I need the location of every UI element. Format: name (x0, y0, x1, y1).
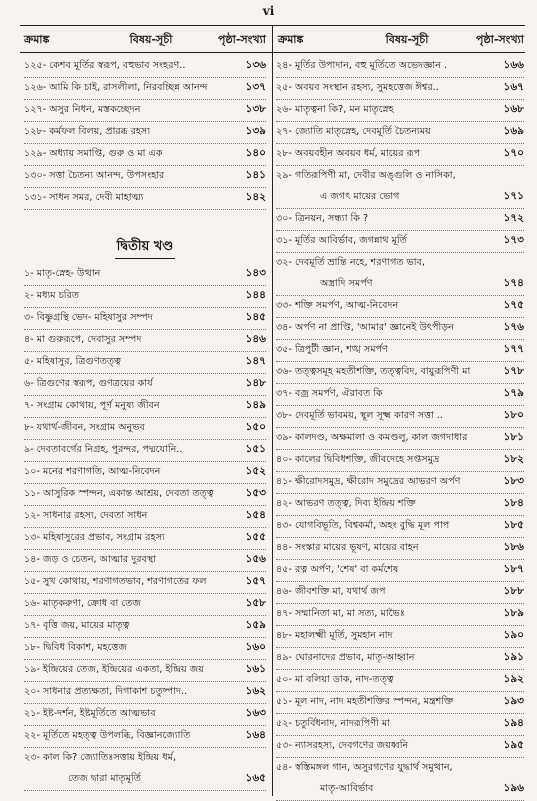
right-entries (276, 56, 524, 801)
index-entry (276, 144, 524, 166)
index-entry (276, 714, 524, 736)
index-entry (276, 538, 524, 560)
entry-title: ১৬- মাতৃকরুণা, ক্রোধ বা তেজ (24, 598, 142, 609)
entry-page: ১৬৭ (503, 81, 524, 93)
entry-title: ৫১- মূল নাদ, নাদ মহতীশক্তির স্পন্দন, মন্ত্রশক্তি (276, 696, 454, 707)
entry-page: ১৭৮ (503, 365, 524, 377)
index-entry (24, 78, 266, 100)
index-entry (276, 362, 524, 384)
entry-title: ৫৪- স্বস্তিমঙ্গল গান, অসুরগণের যুদ্ধার্থ সমুত্থান, (276, 762, 453, 773)
left-column-header (24, 30, 266, 50)
entry-page: ১৪৯ (245, 399, 266, 411)
index-entry (24, 188, 266, 210)
index-entry (24, 528, 266, 550)
entry-page: ১৮২ (503, 453, 524, 465)
entry-page: ১৬৮ (503, 103, 524, 115)
entry-page: ১৮১ (503, 431, 524, 443)
entry-title: তেজ দ্বারা মাতৃমূর্তি (68, 773, 141, 784)
entry-page: ১৫৫ (245, 531, 266, 543)
entry-title: ২৮- অবয়বহীন অবয়ব ধর্ম, মায়ের রূপ (276, 148, 421, 159)
entry-title: ৬- ত্রিগুণের স্বরূপ, গুণত্রয়ের কার্য (24, 378, 153, 389)
entry-title: ১৭- বৃত্তি জয়, মায়ের মাতৃত্ব (24, 620, 130, 631)
entry-title: ৫- মহিষাসুর, ত্রিগুণতত্ত্ব (24, 356, 121, 367)
entry-page: ১৬৯ (503, 125, 524, 137)
index-entry (24, 506, 266, 528)
entry-title: ৩৩- শক্তি সমর্পণ, আত্ম-নিবেদন (276, 300, 399, 311)
entry-title: ৪৯- ঘোরনাদের প্রভাব, মাতৃ-আহ্বান (276, 652, 415, 663)
header-page-right: পৃষ্ঠা-সংখ্যা (476, 32, 524, 46)
entry-title: ১২৮- কর্মফল বিলয়, প্রারব্ধ রহস্য (24, 126, 151, 137)
entry-page: ১৭৩ (503, 234, 524, 246)
entry-page: ১৪৭ (245, 355, 266, 367)
entry-page: ১৭০ (503, 147, 524, 159)
entry-title: ১২- সাধনার রহস্য, দেবতা সাধন (24, 510, 148, 521)
entry-title: ৪৪- সংস্কার মায়ের ভূষণ, মায়ের বাহন (276, 542, 419, 553)
entry-title: ৩৫- ত্রিপুটী জ্ঞান, শঙ্খ সমর্পণ (276, 344, 388, 355)
entry-page: ১৫৬ (245, 553, 266, 565)
entry-page: ১৩৬ (245, 59, 266, 71)
left-column (24, 56, 266, 791)
entry-title: ২২- মূর্তিতে মহত্ত্ব উপলব্ধি, বিজ্ঞানজ্যোতি (24, 730, 191, 741)
index-entry (24, 396, 266, 418)
index-entry (24, 100, 266, 122)
entry-page: ১৮৫ (503, 519, 524, 531)
entry-title: ৯- দেবতাবর্গের নিগ্রহ, পুরন্দর, পদ্মযোনি.. (24, 444, 183, 455)
index-entry (276, 209, 524, 231)
index-entry (24, 352, 266, 374)
index-entry (276, 582, 524, 604)
entry-title: ২- মধ্যম চরিত (24, 290, 80, 301)
index-entry (24, 638, 266, 660)
entry-title: ৩২- দেবমূর্তি ভ্রান্তি নহে, শরণাগত ভাব, (276, 257, 425, 268)
index-entry (276, 604, 524, 626)
entry-page: ১৯৬ (503, 782, 524, 794)
entry-title: ৪৩- যোগবিভূতি, বিশ্বকর্মা, অহং বুদ্ধি মূল পাপ (276, 520, 450, 531)
entry-page: ১৭৬ (503, 321, 524, 333)
entry-title: ৩৭- বজ্র সমর্পণ, ঐরাবত কি (276, 388, 383, 399)
index-entry (24, 166, 266, 188)
index-entry (24, 418, 266, 440)
index-entry (276, 736, 524, 758)
index-entry (276, 648, 524, 670)
index-entry (276, 428, 524, 450)
index-entry (276, 384, 524, 406)
entry-title: ৪২- আভরণ তত্ত্ব, দিব্য ইন্দ্রিয় শক্তি (276, 498, 416, 509)
index-entry (24, 682, 266, 704)
entry-title: ২৫- অবয়ব সংস্থান রহস্য, সুমহত্তেজ ঈশ্বর.. (276, 82, 439, 93)
index-entry (276, 318, 524, 340)
index-entry (24, 286, 266, 308)
index-entry (276, 670, 524, 692)
right-column (276, 56, 524, 801)
index-entry (24, 594, 266, 616)
entry-title: ৪৫- রত্ন অর্পণ, 'শেষ' বা কর্মশেষ (276, 564, 399, 575)
entry-title: ৩০- ত্রিনয়ন, সন্ধ্যা কি ? (276, 213, 369, 224)
entry-page: ১৫৩ (245, 487, 266, 499)
entry-page: ১৩৮ (245, 103, 266, 115)
index-entry (24, 330, 266, 352)
entry-title: ৩৪- অর্পণ না প্রাপ্তি, 'আমার' জ্ঞানেই উৎপীড়ন (276, 322, 454, 333)
index-entry (24, 56, 266, 78)
entry-title: ১৪- জড় ও চেতন, আত্মার দুরবস্থা (24, 554, 156, 565)
index-entry (276, 406, 524, 428)
index-entry (24, 704, 266, 726)
entry-title: ১২৫- কেশব মূর্তির স্বরূপ, বহুভাব সংহরণ.. (24, 60, 186, 71)
right-column-header (278, 30, 524, 50)
entry-page: ১৪৮ (245, 377, 266, 389)
entry-page: ১৭১ (503, 190, 524, 202)
entry-page: ১৯৩ (503, 695, 524, 707)
entry-title: ১৫- সুখ কোথায়, শরণাগতভাব, শরণাগতের ফল (24, 576, 207, 587)
entry-page: ১৪৫ (245, 311, 266, 323)
entry-page: ১৮৬ (503, 541, 524, 553)
entry-title: ১৮- দ্বিবিধ বিকাশ, মহত্তেজ (24, 642, 127, 653)
entry-title: ৪- মা গুরুরূপে, দেবাসুর সম্পদ (24, 334, 142, 345)
entry-title: ১৩০- সত্তা চৈতন্য আনন্দ, উপসংহার (24, 170, 165, 181)
index-entry (276, 187, 524, 209)
entry-page: ১৬০ (245, 641, 266, 653)
header-page: পৃষ্ঠা-সংখ্যা (218, 32, 266, 46)
entry-page: ১৫০ (245, 421, 266, 433)
entry-title: ২৩- কাল কি? জ্যোতিঃসত্তায় ইন্দ্রিয় ধর্ম, (24, 752, 177, 763)
entry-title: ৫০- মা বলিয়া ডাক, নাদ-তত্ত্ব (276, 674, 394, 685)
index-entry (276, 779, 524, 801)
index-entry (276, 253, 524, 274)
index-entry (24, 374, 266, 396)
index-entry (276, 274, 524, 296)
index-entry (276, 78, 524, 100)
entry-page: ১৫৯ (245, 619, 266, 631)
entry-page: ১৭২ (503, 212, 524, 224)
entry-title: ২১- ইষ্ট-দর্শন, ইষ্টমূর্তিতে আত্মভাব (24, 708, 156, 719)
entry-title: অস্ত্রাদি সমর্পণ (320, 278, 373, 289)
entry-page: ১৮৩ (503, 475, 524, 487)
index-entry (24, 572, 266, 594)
entry-page: ১৭৪ (503, 277, 524, 289)
entry-title: ৩৯- কালদণ্ড, অক্ষমালা ও কমণ্ডলু, কাল জগদাধার (276, 432, 468, 443)
index-entry (24, 769, 266, 791)
entry-title: ৫৩- ন্যাসরহস্য, দেবগণের জয়ধ্বনি (276, 740, 409, 751)
entry-title: ২৪- মূর্তির উপাদান, বহু মূর্তিতে অভেদজ্ঞান . (276, 60, 448, 71)
entry-page: ১৭৯ (503, 387, 524, 399)
entry-page: ১৫৭ (245, 575, 266, 587)
entry-title: ৫২- চতুর্বিধনাদ, নাদরূপিণী মা (276, 718, 390, 729)
column-divider (272, 26, 273, 796)
entry-page: ১৬৪ (245, 729, 266, 741)
entry-page: ১৯১ (503, 651, 524, 663)
index-entry (24, 308, 266, 330)
index-entry (24, 264, 266, 286)
entry-page: ১৪০ (245, 147, 266, 159)
left-bottom-entries (24, 264, 266, 791)
entry-title: ১২৭- অসুর নিধন, মস্তকচ্ছেদন (24, 104, 141, 115)
index-entry (24, 440, 266, 462)
index-entry (276, 472, 524, 494)
entry-page: ১৭৫ (503, 299, 524, 311)
entry-title: ৪৬- জীবশক্তি মা, যথার্থ জপ (276, 586, 386, 597)
entry-page: ১৯০ (503, 629, 524, 641)
index-entry (276, 122, 524, 144)
entry-page: ১৮০ (503, 409, 524, 421)
entry-title: ১৩- মহিষাসুরের প্রভাব, সংগ্রাম রহস্য (24, 532, 165, 543)
entry-page: ১৮৪ (503, 497, 524, 509)
left-top-entries (24, 56, 266, 210)
entry-page: ১৪৬ (245, 333, 266, 345)
index-entry (276, 231, 524, 253)
entry-title: ৩- বিষ্ণুগ্রন্থি ভেদ- মহিষাসুর সম্পদ (24, 312, 153, 323)
entry-page: ১৪৪ (245, 289, 266, 301)
entry-page: ১৮৮ (503, 585, 524, 597)
entry-title: ১০- মনের শরণাগতি, আত্ম-নিবেদন (24, 466, 161, 477)
index-entry (276, 296, 524, 318)
entry-page: ১৩৯ (245, 125, 266, 137)
index-entry (276, 100, 524, 122)
entry-page: ১৮৭ (503, 563, 524, 575)
entry-page: ১৪২ (245, 191, 266, 203)
entry-page: ১৪৩ (245, 267, 266, 279)
entry-page: ১৬৫ (245, 772, 266, 784)
entry-page: ১৬৬ (503, 59, 524, 71)
entry-title: ৪৮- মহালক্ষ্মী মূর্তি, সুমহান নাদ (276, 630, 393, 641)
entry-title: ১- মাতৃ-স্নেহ- উত্থান (24, 268, 101, 279)
entry-title: ১৩১- সাধন সমর, দেবী মাহাত্ম্য (24, 192, 144, 203)
header-subject: বিষয়-সূচী (129, 32, 173, 46)
entry-title: ৩৮- দেবমূর্তি ভাবময়, স্থূল সূক্ষ্ম কারণ সত্তা .. (276, 410, 443, 421)
entry-page: ১৯৪ (503, 717, 524, 729)
index-entry (276, 560, 524, 582)
entry-title: ১১- আসুরিক স্পন্দন, একান্ত আশ্রয়, দেবতা তত্ত্ব (24, 488, 214, 499)
entry-title: ৩৬- তত্ত্বসমূহ মহতীশক্তি, তত্ত্ববিদ, বায়ুরূপিণী মা (276, 366, 471, 377)
entry-page: ১৪১ (245, 169, 266, 181)
entry-page: ১৩৭ (245, 81, 266, 93)
entry-title: ১৯- ইন্দ্রিয়ের তেজ, ইন্দ্রিয়ের একতা, ইন্দ্রিয় জয় (24, 664, 204, 675)
index-entry (24, 462, 266, 484)
entry-title: ৪১- ক্ষীরোদসমুদ্র, ক্ষীরোদ সমুদ্রের আভরণ অর্পণ (276, 476, 461, 487)
header-serial: ক্রমাঙ্ক (24, 32, 50, 46)
entry-page: ১৯৫ (503, 739, 524, 751)
index-entry (276, 56, 524, 78)
entry-title: ২০- সাধনার প্রত্যক্ষতা, দিগাকাশ চতুষ্পাদ.. (24, 686, 188, 697)
index-entry (276, 340, 524, 362)
entry-page: ১৫১ (245, 443, 266, 455)
index-entry (276, 494, 524, 516)
index-entry (24, 550, 266, 572)
entry-page: ১৮৯ (503, 607, 524, 619)
index-entry (276, 166, 524, 187)
entry-page: ১৬২ (245, 685, 266, 697)
entry-page: ১৬১ (245, 663, 266, 675)
entry-title: ১২৯- অধ্যায় সমাপ্তি, গুরু ও মা এক (24, 148, 163, 159)
entry-page: ১৫৪ (245, 509, 266, 521)
entry-page: ১৫২ (245, 465, 266, 477)
index-entry (276, 626, 524, 648)
index-entry (24, 748, 266, 769)
index-entry (24, 726, 266, 748)
entry-title: ৪৭- সম্মানিতা মা, মা সত্য, মাভৈঃ (276, 608, 405, 619)
entry-title: ২৯- গতিরূপিণী মা, দেবীর অঙ্গুলি ও নাসিকা, (276, 170, 456, 181)
section-title: দ্বিতীয় খণ্ড (24, 232, 266, 264)
entry-page: ১৬৩ (245, 707, 266, 719)
index-entry (24, 122, 266, 144)
header-serial-right: ক্রমাঙ্ক (278, 32, 304, 46)
index-entry (276, 758, 524, 779)
entry-title: ৭- সংগ্রাম কোথায়, পূর্ণ মনুষ্য জীবন (24, 400, 160, 411)
entry-title: এ জগৎ মায়ের ভোগ (320, 191, 400, 202)
page-number: vi (262, 4, 275, 18)
spacer (24, 210, 266, 232)
entry-title: ২৬- মাতৃত্বনা কি?, মন মাতৃস্নেহ (276, 104, 394, 115)
index-entry (24, 484, 266, 506)
entry-title: ১২৬- আমি কি চাই, রাসলীলা, নিরবচ্ছিন্ন আনন্দ (24, 82, 208, 93)
index-entry (276, 450, 524, 472)
entry-title: ৮- যথার্থ-জীবন, সংগ্রাম অনুভব (24, 422, 145, 433)
entry-page: ১৭৭ (503, 343, 524, 355)
entry-page: ১৫৮ (245, 597, 266, 609)
index-entry (24, 616, 266, 638)
index-entry (276, 692, 524, 714)
entry-title: ২৭- জ্যোতি মাতৃস্নেহ, দেবমূর্তি চৈতন্যময় (276, 126, 431, 137)
entry-title: মাতৃ-আবির্ভাব (320, 783, 374, 794)
entry-page: ১৯২ (503, 673, 524, 685)
header-subject-right: বিষয়-সূচী (385, 32, 429, 46)
index-entry (24, 660, 266, 682)
entry-title: ৩১- মূর্তির আবির্ভাব, জগন্নাথ মূর্তি (276, 235, 407, 246)
index-entry (276, 516, 524, 538)
entry-title: ৪০- কালের দ্বিবিধশক্তি, জীবদেহে সপ্তসমুদ্র (276, 454, 440, 465)
index-entry (24, 144, 266, 166)
